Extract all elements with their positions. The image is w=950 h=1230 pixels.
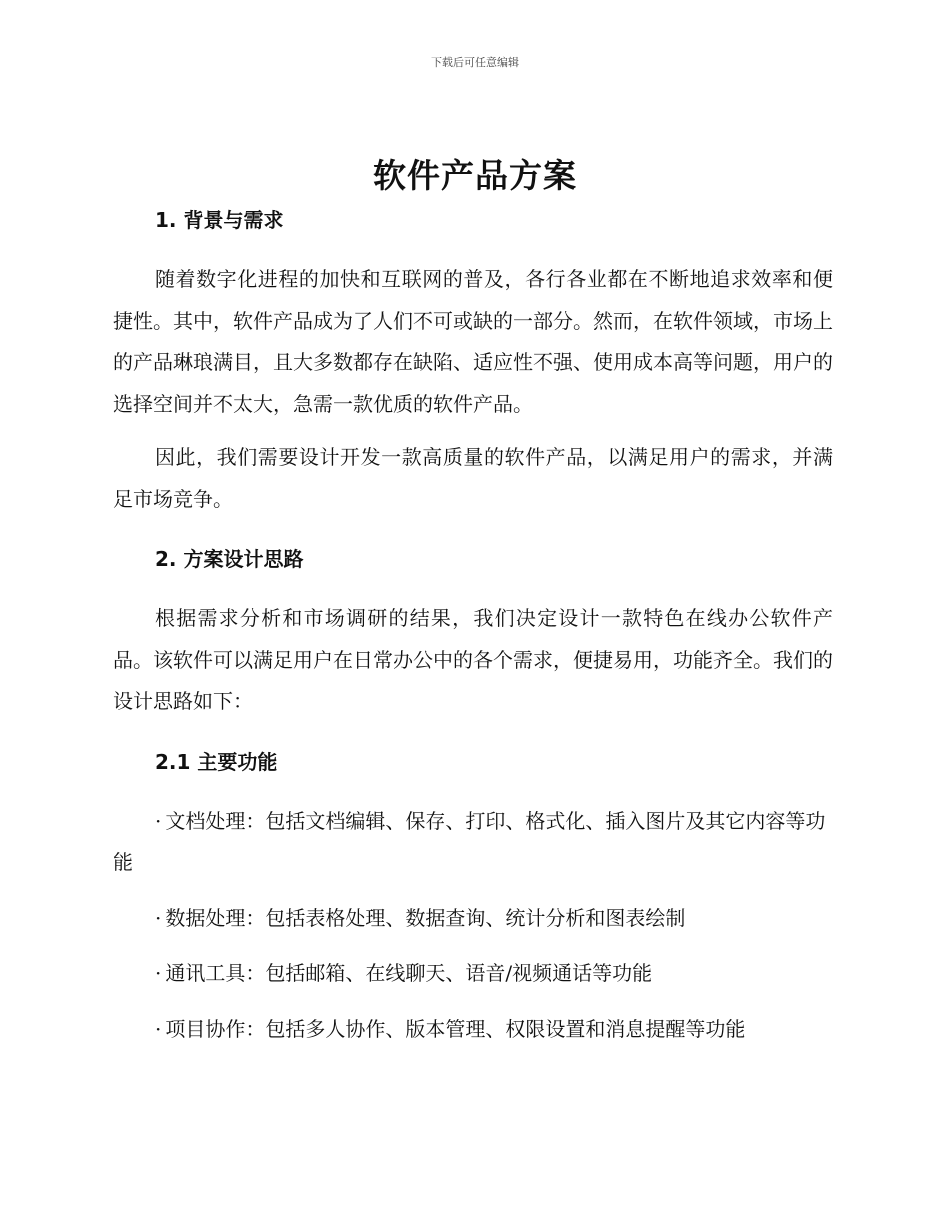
list-item xyxy=(113,898,833,940)
section-heading-main-features: 2.1 主要功能 xyxy=(155,749,278,774)
bullet-marker: · xyxy=(155,808,162,833)
bullet-marker: · xyxy=(155,905,162,930)
list-item-text: 项目协作：包括多人协作、版本管理、权限设置和消息提醒等功能 xyxy=(165,1016,746,1041)
list-item xyxy=(113,1009,833,1051)
paragraph-background: 随着数字化进程的加快和互联网的普及，各行各业都在不断地追求效率和便捷性。其中，软件产品成为了人们不可或缺的一部分。然而，在软件领域，市场上的产品琳琅满目，且大多数都存在缺陷、适应性不强、使用成本高等问题，用户的选择空间并不太大，急需一款优质的软件产品。 xyxy=(113,267,833,416)
bullet-marker: · xyxy=(155,961,162,985)
list-item xyxy=(113,953,833,995)
list-item-text: 数据处理：包括表格处理、数据查询、统计分析和图表绘制 xyxy=(165,905,686,930)
document-body xyxy=(113,205,833,1050)
paragraph-design: 根据需求分析和市场调研的结果，我们决定设计一款特色在线办公软件产品。该软件可以满足用户在日常办公中的各个需求，便捷易用，功能齐全。我们的设计思路如下： xyxy=(113,606,833,713)
list-item-text: 通讯工具：包括邮箱、在线聊天、语音/视频通话等功能 xyxy=(165,961,653,985)
paragraph-therefore: 因此，我们需要设计开发一款高质量的软件产品，以满足用户的需求，并满足市场竞争。 xyxy=(113,445,833,511)
section-heading-design: 2. 方案设计思路 xyxy=(155,547,304,571)
document-title: 软件产品方案 xyxy=(373,156,577,195)
bullet-marker: · xyxy=(155,1016,162,1041)
section-heading-background: 1. 背景与需求 xyxy=(155,208,284,232)
list-item xyxy=(113,801,833,884)
page-header-note: 下载后可任意编辑 xyxy=(431,56,519,69)
list-item-text: 文档处理：包括文档编辑、保存、打印、格式化、插入图片及其它内容等功能 xyxy=(113,808,826,874)
